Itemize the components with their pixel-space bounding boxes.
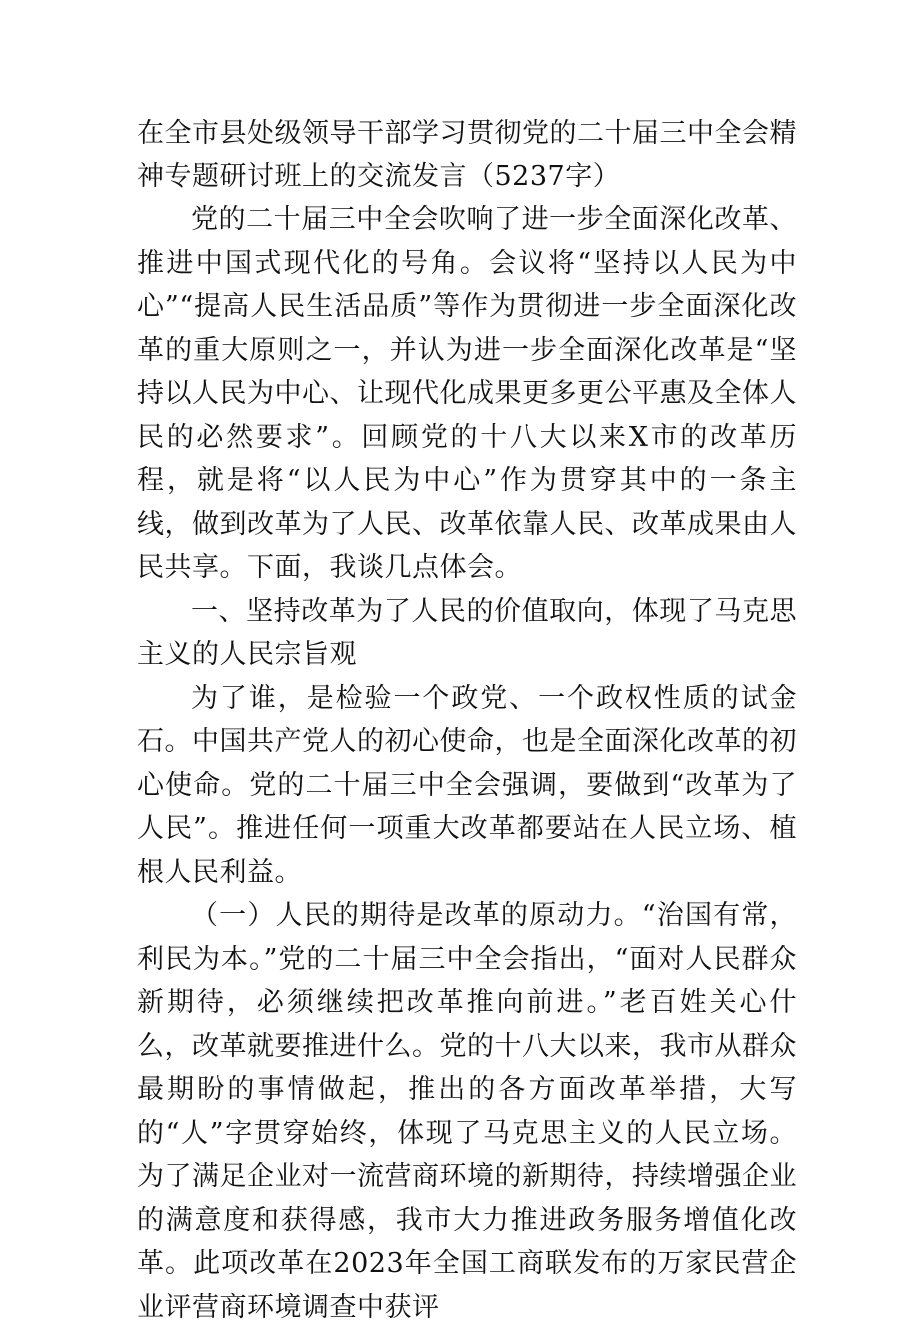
document-title: 在全市县处级领导干部学习贯彻党的二十届三中全会精神专题研讨班上的交流发言（5237字） — [137, 118, 797, 192]
subsection-one-paragraph: （一）人民的期待是改革的原动力。“治国有常，利民为本。”党的二十届三中全会指出，“面对人民群众新期待，必须继续把改革推向前进。”老百姓关心什么，改革就要推进什么。党的十八大以来，我市从群众最期盼的事情做起，推出的各方面改革举措，大写的“人”字贯穿始终，体现了马克思主义的人民立场。为了满足企业对一流营商环境的新期待，持续增强企业的满意度和获得感，我市大力推进政务服务增值化改革。此项改革在2023年全国工商联发布的万家民营企业评营商环境调查中获评 — [137, 900, 797, 1323]
intro-paragraph: 党的二十届三中全会吹响了进一步全面深化改革、推进中国式现代化的号角。会议将“坚持以人民为中心”“提高人民生活品质”等作为贯彻进一步全面深化改革的重大原则之一，并认为进一步全面深化改革是“坚持以人民为中心、让现代化成果更多更公平惠及全体人民的必然要求”。回顾党的十八大以来X市的改革历程，就是将“以人民为中心”作为贯穿其中的一条主线，做到改革为了人民、改革依靠人民、改革成果由人民共享。下面，我谈几点体会。 — [137, 204, 797, 583]
document-body — [137, 112, 797, 1329]
section-one-paragraph: 为了谁，是检验一个政党、一个政权性质的试金石。中国共产党人的初心使命，也是全面深化改革的初心使命。党的二十届三中全会强调，要做到“改革为了人民”。推进任何一项重大改革都要站在人民立场、植根人民利益。 — [137, 682, 797, 888]
section-one-heading: 一、坚持改革为了人民的价值取向，体现了马克思主义的人民宗旨观 — [137, 595, 797, 670]
